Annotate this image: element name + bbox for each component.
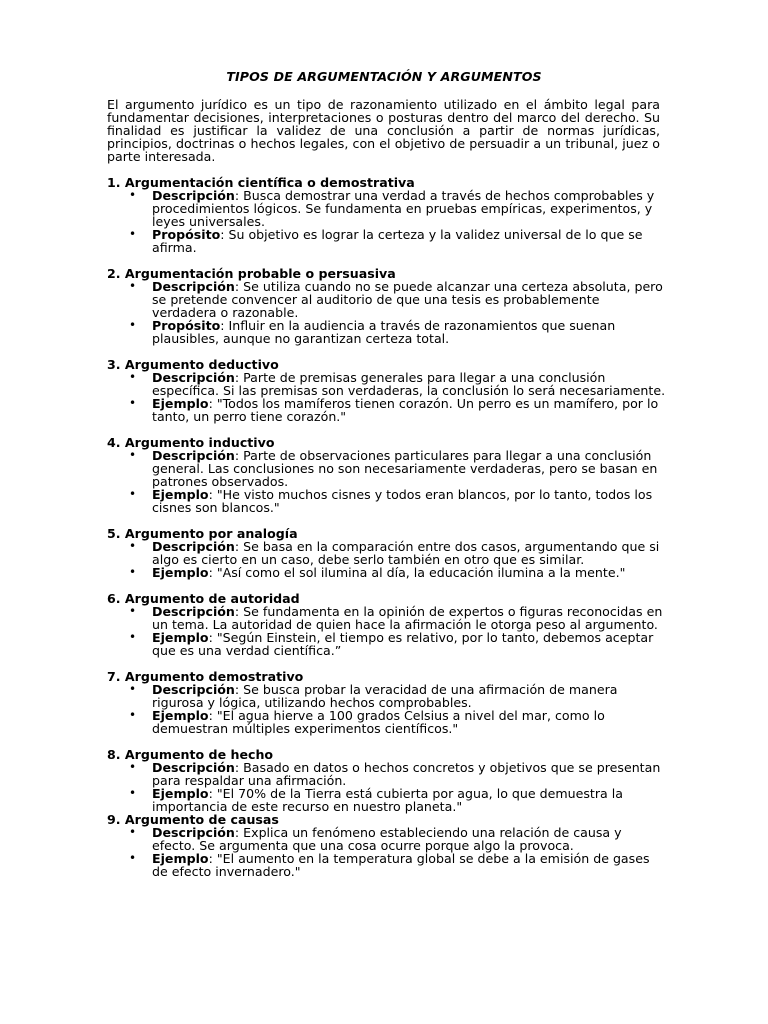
item-text: : "Así como el sol ilumina al día, la educación ilumina a la mente." [208, 565, 626, 580]
list-item [107, 852, 667, 878]
item-text: : Basado en datos o hechos concretos y objetivos que se presentan para respaldar una afirmación. [152, 760, 661, 788]
section-3 [107, 358, 667, 423]
bullet-icon: • [129, 760, 137, 774]
sections-container [107, 176, 667, 891]
list-item [107, 631, 667, 657]
item-label: Descripción [152, 760, 235, 775]
bullet-icon: • [129, 708, 137, 722]
bullet-list [107, 826, 667, 878]
item-label: Ejemplo [152, 396, 209, 411]
list-item [107, 761, 667, 787]
item-label: Descripción [152, 604, 235, 619]
item-label: Ejemplo [152, 565, 209, 580]
item-label: Ejemplo [152, 487, 209, 502]
bullet-icon: • [129, 487, 137, 501]
section-heading: 5. Argumento por analogía [107, 526, 298, 541]
item-label: Ejemplo [152, 630, 209, 645]
list-item [107, 189, 667, 228]
bullet-icon: • [129, 786, 137, 800]
item-text: : "He visto muchos cisnes y todos eran blancos, por lo tanto, todos los cisnes son blancos." [152, 487, 653, 515]
bullet-icon: • [129, 539, 137, 553]
section-8 [107, 748, 667, 813]
list-item [107, 488, 667, 514]
item-label: Ejemplo [152, 851, 209, 866]
item-text: : Su objetivo es lograr la certeza y la validez universal de lo que se afirma. [152, 227, 643, 255]
section-heading: 2. Argumentación probable o persuasiva [107, 266, 396, 281]
bullet-icon: • [129, 630, 137, 644]
bullet-icon: • [129, 682, 137, 696]
list-item [107, 826, 667, 852]
section-4 [107, 436, 667, 514]
item-label: Descripción [152, 370, 235, 385]
section-heading: 6. Argumento de autoridad [107, 591, 300, 606]
item-text: : "El 70% de la Tierra está cubierta por agua, lo que demuestra la importancia de este recurso en nuestro planeta." [152, 786, 623, 814]
section-9 [107, 813, 667, 878]
item-text: : "El agua hierve a 100 grados Celsius a nivel del mar, como lo demuestran múltiples experimentos científicos." [152, 708, 605, 736]
item-text: : Se utiliza cuando no se puede alcanzar una certeza absoluta, pero se pretende convencer al auditorio de que una tesis es probablemente verdadera o razonable. [152, 279, 663, 320]
item-text: : Se basa en la comparación entre dos casos, argumentando que si algo es cierto en un caso, debe serlo también en otro que es similar. [152, 539, 660, 567]
section-heading: 7. Argumento demostrativo [107, 669, 304, 684]
bullet-icon: • [129, 279, 137, 293]
list-item [107, 371, 667, 397]
bullet-list [107, 540, 667, 579]
section-7 [107, 670, 667, 735]
item-text: : Explica un fenómeno estableciendo una relación de causa y efecto. Se argumenta que una cosa ocurre porque algo la provoca. [152, 825, 622, 853]
bullet-list [107, 189, 667, 254]
item-text: : Se fundamenta en la opinión de expertos o figuras reconocidas en un tema. La autoridad de quien hace la afirmación le otorga peso al argumento. [152, 604, 663, 632]
bullet-icon: • [129, 448, 137, 462]
bullet-list [107, 761, 667, 813]
list-item [107, 540, 667, 566]
bullet-icon: • [129, 227, 137, 241]
list-item [107, 228, 667, 254]
list-item [107, 319, 667, 345]
document-title: TIPOS DE ARGUMENTACIÓN Y ARGUMENTOS [226, 69, 542, 84]
bullet-list [107, 605, 667, 657]
bullet-list [107, 280, 667, 345]
item-text: : Se busca probar la veracidad de una afirmación de manera rigurosa y lógica, utilizando hechos comprobables. [152, 682, 618, 710]
bullet-icon: • [129, 370, 137, 384]
item-text: : Busca demostrar una verdad a través de hechos comprobables y procedimientos lógicos. Se fundamenta en pruebas empíricas, experimentos, y leyes universales. [152, 188, 655, 229]
item-text: : Influir en la audiencia a través de razonamientos que suenan plausibles, aunque no garantizan certeza total. [152, 318, 616, 346]
item-label: Descripción [152, 448, 235, 463]
item-label: Descripción [152, 188, 235, 203]
section-5 [107, 527, 667, 579]
list-item [107, 605, 667, 631]
list-item [107, 449, 667, 488]
item-text: : "Según Einstein, el tiempo es relativo, por lo tanto, debemos aceptar que es una verdad científica.” [152, 630, 654, 658]
list-item [107, 683, 667, 709]
bullet-icon: • [129, 318, 137, 332]
section-heading: 1. Argumentación científica o demostrativa [107, 175, 415, 190]
bullet-icon: • [129, 188, 137, 202]
bullet-icon: • [129, 604, 137, 618]
bullet-list [107, 449, 667, 514]
bullet-icon: • [129, 565, 137, 579]
bullet-icon: • [129, 851, 137, 865]
item-text: : Parte de observaciones particulares para llegar a una conclusión general. Las conclusiones no son necesariamente verdaderas, pero se basan en patrones observados. [152, 448, 658, 489]
bullet-icon: • [129, 396, 137, 410]
section-heading: 3. Argumento deductivo [107, 357, 279, 372]
section-heading: 9. Argumento de causas [107, 812, 279, 827]
section-heading: 8. Argumento de hecho [107, 747, 274, 762]
item-text: : "El aumento en la temperatura global se debe a la emisión de gases de efecto invernadero." [152, 851, 650, 879]
item-text: : "Todos los mamíferos tienen corazón. Un perro es un mamífero, por lo tanto, un perro tiene corazón." [152, 396, 659, 424]
section-heading: 4. Argumento inductivo [107, 435, 275, 450]
item-label: Propósito [152, 227, 221, 242]
item-label: Ejemplo [152, 786, 209, 801]
bullet-list [107, 683, 667, 735]
item-label: Propósito [152, 318, 221, 333]
item-label: Descripción [152, 825, 235, 840]
item-label: Descripción [152, 539, 235, 554]
item-label: Descripción [152, 279, 235, 294]
list-item [107, 280, 667, 319]
list-item [107, 397, 667, 423]
list-item [107, 566, 667, 579]
section-2 [107, 267, 667, 345]
bullet-icon: • [129, 825, 137, 839]
item-text: : Parte de premisas generales para llegar a una conclusión específica. Si las premisas son verdaderas, la conclusión lo será necesariamente. [152, 370, 666, 398]
list-item [107, 709, 667, 735]
item-label: Descripción [152, 682, 235, 697]
bullet-list [107, 371, 667, 423]
item-label: Ejemplo [152, 708, 209, 723]
section-1 [107, 176, 667, 254]
section-6 [107, 592, 667, 657]
list-item [107, 787, 667, 813]
intro-paragraph: El argumento jurídico es un tipo de razonamiento utilizado en el ámbito legal para fundamentar decisiones, interpretaciones o posturas dentro del marco del derecho. Su finalidad es justificar la validez de una conclusión a partir de normas jurídicas, principios, doctrinas o hechos legales, con el objetivo de persuadir a un tribunal, juez o parte interesada. [107, 97, 660, 164]
